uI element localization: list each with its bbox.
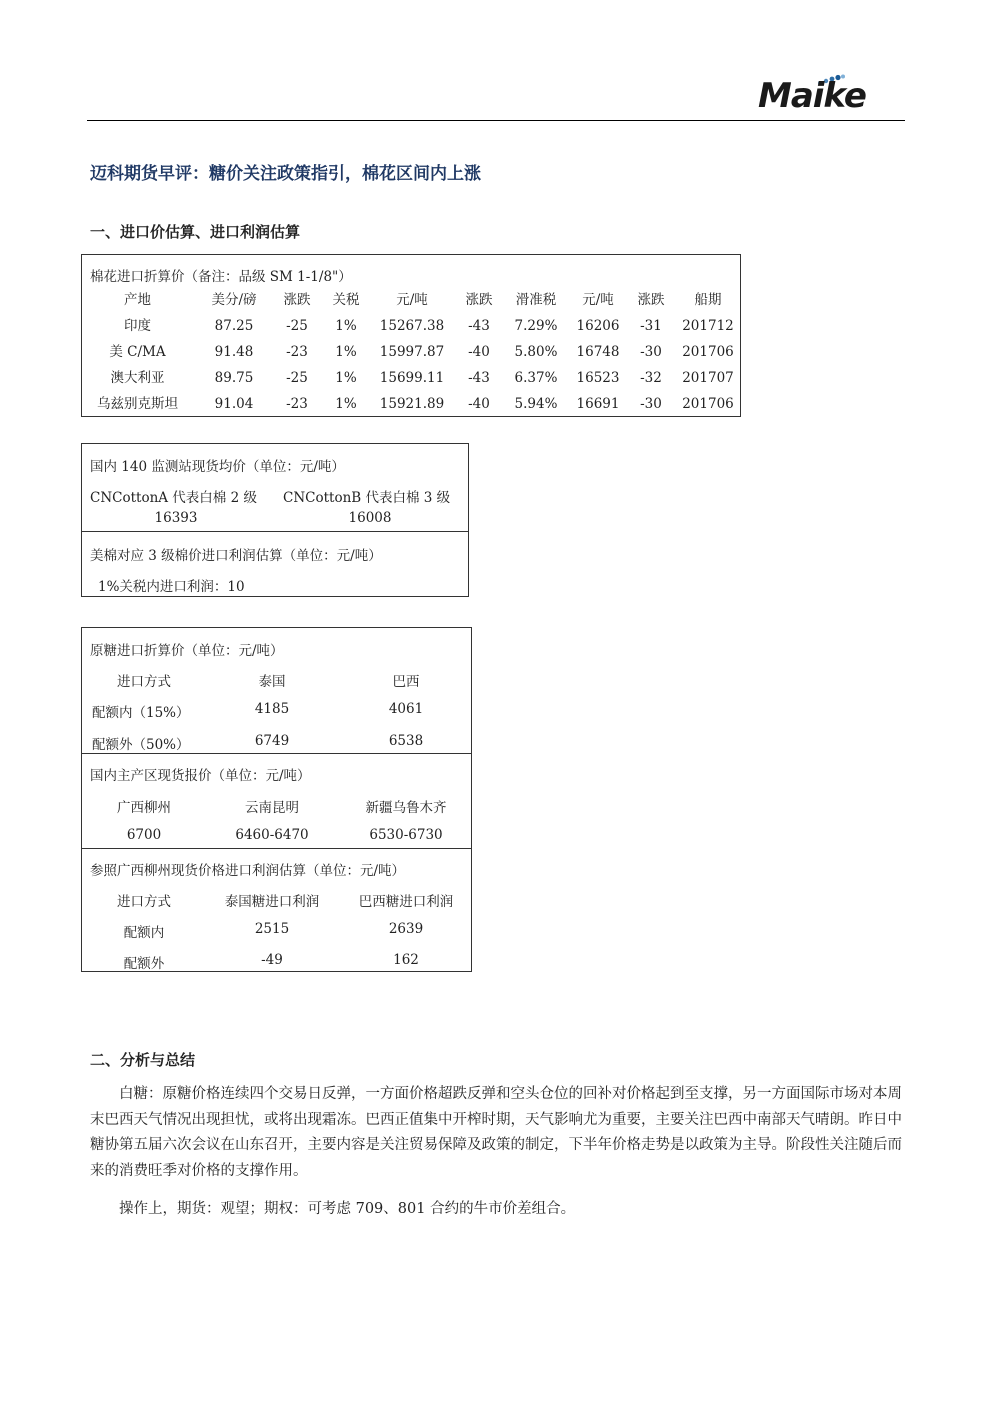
table-divider (82, 531, 468, 532)
table-cell: 87.25 (214, 318, 254, 334)
table-cell: 澳大利亚 (110, 370, 165, 386)
table-cell: 2639 (388, 921, 424, 937)
table-cell: -23 (286, 396, 308, 412)
logo-wordmark: Maike (758, 76, 866, 116)
table-cell: -43 (468, 370, 490, 386)
table-cell: 配额外 (123, 956, 165, 972)
table-cell: 6538 (388, 733, 424, 749)
table-divider (82, 848, 471, 849)
table-cell: 5.94% (514, 396, 558, 412)
table-cell: 5.80% (514, 344, 558, 360)
table-cell: 16748 (576, 344, 620, 360)
table-cell: -31 (640, 318, 662, 334)
table-cell: 16523 (576, 370, 620, 386)
table-cell: 1% (335, 396, 357, 412)
cotton-b-value: 16008 (348, 510, 392, 526)
header-cell: 涨跌 (637, 292, 665, 308)
table-cell: 201706 (682, 344, 734, 360)
table-cell: 6700 (126, 827, 162, 843)
header-cell: 进口方式 (117, 894, 171, 910)
table-cell: 印度 (124, 318, 151, 334)
table-cell: -43 (468, 318, 490, 334)
header-cell: 美分/磅 (211, 292, 257, 308)
table-cell: 4061 (388, 701, 424, 717)
table-cell: 4185 (254, 701, 290, 717)
table-row (82, 368, 740, 388)
table-cell: 乌兹别克斯坦 (97, 396, 178, 412)
table-cell: 201712 (682, 318, 734, 334)
table-cell: 6749 (254, 733, 290, 749)
cotton-a-value: 16393 (154, 510, 198, 526)
table-cell: 15997.87 (379, 344, 445, 360)
table-cell: 91.48 (214, 344, 254, 360)
table-cell: -25 (286, 318, 308, 334)
table-row (82, 394, 740, 414)
sugar-profit-caption: 参照广西柳州现货价格进口利润估算（单位：元/吨） (90, 863, 406, 879)
header-cell: 泰国 (258, 674, 286, 690)
header-cell: 涨跌 (465, 292, 493, 308)
domestic-cotton-caption: 国内 140 监测站现货均价（单位：元/吨） (90, 459, 345, 475)
table-cell: 15267.38 (379, 318, 445, 334)
profit-line: 1%关税内进口利润：10 (98, 579, 245, 595)
analysis-paragraph-operation: 操作上，期货：观望；期权：可考虑 709、801 合约的牛市价差组合。 (119, 1201, 576, 1217)
header-cell: 关税 (332, 292, 360, 308)
table-cell: 配额外（50%） (92, 737, 190, 753)
cotton-import-table (81, 254, 741, 417)
header-cell: 新疆乌鲁木齐 (365, 800, 447, 816)
header-cell: 进口方式 (117, 674, 171, 690)
domestic-cotton-table (81, 443, 469, 597)
table-cell: 美 C/MA (109, 344, 166, 360)
header-cell: 云南昆明 (245, 800, 299, 816)
table-cell: 6530-6730 (369, 827, 443, 843)
header-cell: 船期 (694, 292, 722, 308)
table-cell: -23 (286, 344, 308, 360)
header-cell: 滑准税 (515, 292, 557, 308)
cotton-b-label: CNCottonB 代表白棉 3 级 (283, 490, 451, 506)
table-divider (82, 753, 471, 754)
table-cell: -49 (261, 952, 283, 968)
sugar-table (81, 627, 472, 972)
table-cell: 6460-6470 (235, 827, 309, 843)
profit-caption: 美棉对应 3 级棉价进口利润估算（单位：元/吨） (90, 548, 382, 564)
table-cell: 15921.89 (379, 396, 445, 412)
table-cell: 配额内 (123, 925, 165, 941)
table-cell: 1% (335, 370, 357, 386)
table-cell: 91.04 (214, 396, 254, 412)
table-cell: -32 (640, 370, 662, 386)
header-cell: 广西柳州 (117, 800, 171, 816)
table-cell: 201707 (682, 370, 734, 386)
table-cell: -40 (468, 344, 490, 360)
header-rule (87, 120, 905, 121)
header-cell: 泰国糖进口利润 (224, 894, 320, 910)
table-cell: 2515 (254, 921, 290, 937)
header-cell: 元/吨 (582, 292, 614, 308)
cotton-import-caption: 棉花进口折算价（备注：品级 SM 1-1/8"） (90, 269, 352, 285)
table-cell: 6.37% (514, 370, 558, 386)
table-cell: 16206 (576, 318, 620, 334)
cotton-header-row (82, 290, 740, 310)
header-cell: 巴西糖进口利润 (358, 894, 454, 910)
header-cell: 元/吨 (396, 292, 428, 308)
table-cell: -25 (286, 370, 308, 386)
report-title: 迈科期货早评：糖价关注政策指引，棉花区间内上涨 (90, 164, 481, 184)
table-cell: 15699.11 (379, 370, 445, 386)
table-cell: 89.75 (214, 370, 254, 386)
table-cell: 7.29% (514, 318, 558, 334)
table-cell: -40 (468, 396, 490, 412)
section-heading-1: 一、进口价估算、进口利润估算 (90, 223, 301, 241)
table-cell: 1% (335, 318, 357, 334)
table-row (82, 316, 740, 336)
table-cell: 201706 (682, 396, 734, 412)
table-row (82, 342, 740, 362)
table-cell: 162 (393, 952, 419, 968)
table-cell: -30 (640, 396, 662, 412)
header-cell: 涨跌 (283, 292, 311, 308)
cotton-a-label: CNCottonA 代表白棉 2 级 (90, 490, 257, 506)
table-cell: 配额内（15%） (92, 705, 190, 721)
analysis-paragraph-sugar: 白糖：原糖价格连续四个交易日反弹，一方面价格超跌反弹和空头仓位的回补对价格起到至支撑，另一方面国际市场对本周末巴西天气情况出现担忧，或将出现霜冻。巴西正值集中开榨时期，天气影响尤为重要，主要关注巴西中南部天气晴朗。昨日中糖协第五届六次会议在山东召开，主要内容是关注贸易保障及政策的制定，下半年价格走势是以政策为主导。阶段性关注随后而来的消费旺季对价格的支撑作用。 (90, 1086, 902, 1179)
sugar-spot-caption: 国内主产区现货报价（单位：元/吨） (90, 768, 311, 784)
header-cell: 巴西 (392, 674, 420, 690)
maike-logo (752, 72, 892, 118)
table-cell: 16691 (576, 396, 620, 412)
sugar-import-caption: 原糖进口折算价（单位：元/吨） (90, 643, 284, 659)
header-cell: 产地 (124, 292, 151, 308)
section-heading-2: 二、分析与总结 (90, 1051, 196, 1069)
table-cell: 1% (335, 344, 357, 360)
table-cell: -30 (640, 344, 662, 360)
